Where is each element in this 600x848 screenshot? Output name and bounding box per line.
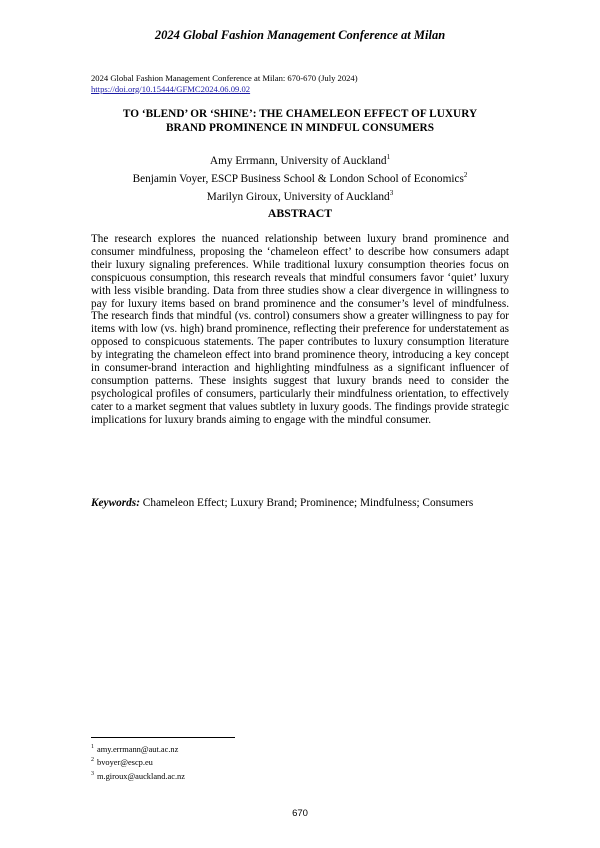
author-footnote-mark: 3 bbox=[389, 188, 394, 197]
footnote-mark: 3 bbox=[91, 770, 94, 777]
footnote-1 bbox=[91, 742, 185, 755]
footnote-3 bbox=[91, 769, 185, 782]
citation-line: 2024 Global Fashion Management Conference at Milan: 670-670 (July 2024) bbox=[91, 73, 358, 83]
author-3 bbox=[60, 186, 540, 204]
author-name: Benjamin Voyer, ESCP Business School & London School of Economics bbox=[132, 172, 464, 185]
author-name: Marilyn Giroux, University of Auckland bbox=[206, 190, 390, 203]
footnote-divider bbox=[91, 737, 235, 738]
keywords bbox=[91, 497, 473, 509]
footnotes bbox=[91, 742, 185, 782]
paper-title bbox=[60, 108, 540, 135]
author-name: Amy Errmann, University of Auckland bbox=[209, 154, 387, 167]
keywords-text: Chameleon Effect; Luxury Brand; Prominence; Mindfulness; Consumers bbox=[142, 497, 474, 509]
title-line-2: BRAND PROMINENCE IN MINDFUL CONSUMERS bbox=[166, 121, 434, 134]
author-footnote-mark: 1 bbox=[386, 153, 391, 161]
abstract-text: The research explores the nuanced relationship between luxury brand prominence and consumer mindfulness, proposing the ‘chameleon effect’ to describe how consumers adapt their luxury signaling preferences. While traditional luxury consumption theories focus on conspicuous consumption, this research reveals that mindful consumers favor ‘quiet’ luxury with less visible branding. Data from three studies show a clear divergence in willingness to pay for luxury items based on brand prominence and the consumer’s level of mindfulness. The research finds that mindful (vs. control) consumers show a greater willingness to pay for items with low (vs. high) brand prominence, reflecting their preference for understatement as opposed to conspicuous statements. The paper contributes to luxury consumption literature by integrating the chameleon effect into brand prominence theory, introducing a key concept in consumer-brand interaction and highlighting mindfulness as a significant influencer of consumption patterns. These insights suggest that luxury brands need to consider the psychological profiles of consumers, particularly their mindfulness orientation, to effectively cater to a market segment that values subtlety in luxury goods. The findings provide strategic implications for luxury brands aiming to engage with the mindful consumer. bbox=[91, 233, 509, 426]
citation-block bbox=[91, 73, 358, 94]
footnote-email: amy.errmann@aut.ac.nz bbox=[97, 744, 179, 754]
page-number: 670 bbox=[292, 808, 308, 819]
footnote-mark: 1 bbox=[91, 744, 94, 750]
author-1 bbox=[60, 150, 540, 168]
running-header: 2024 Global Fashion Management Conference at Milan bbox=[154, 28, 446, 42]
keywords-label: Keywords: bbox=[91, 497, 140, 509]
footnote-email: m.giroux@auckland.ac.nz bbox=[97, 771, 185, 781]
footnote-mark: 2 bbox=[91, 757, 94, 764]
author-2 bbox=[60, 168, 540, 186]
abstract-heading: ABSTRACT bbox=[267, 206, 333, 220]
author-footnote-mark: 2 bbox=[463, 170, 468, 179]
title-line-1: TO ‘BLEND’ OR ‘SHINE’: THE CHAMELEON EFFECT OF LUXURY bbox=[122, 108, 478, 120]
footnote-2 bbox=[91, 755, 185, 768]
doi-link[interactable]: https://doi.org/10.15444/GFMC2024.06.09.02 bbox=[91, 83, 251, 94]
footnote-email: bvoyer@escp.eu bbox=[97, 758, 153, 768]
author-list bbox=[60, 150, 540, 203]
